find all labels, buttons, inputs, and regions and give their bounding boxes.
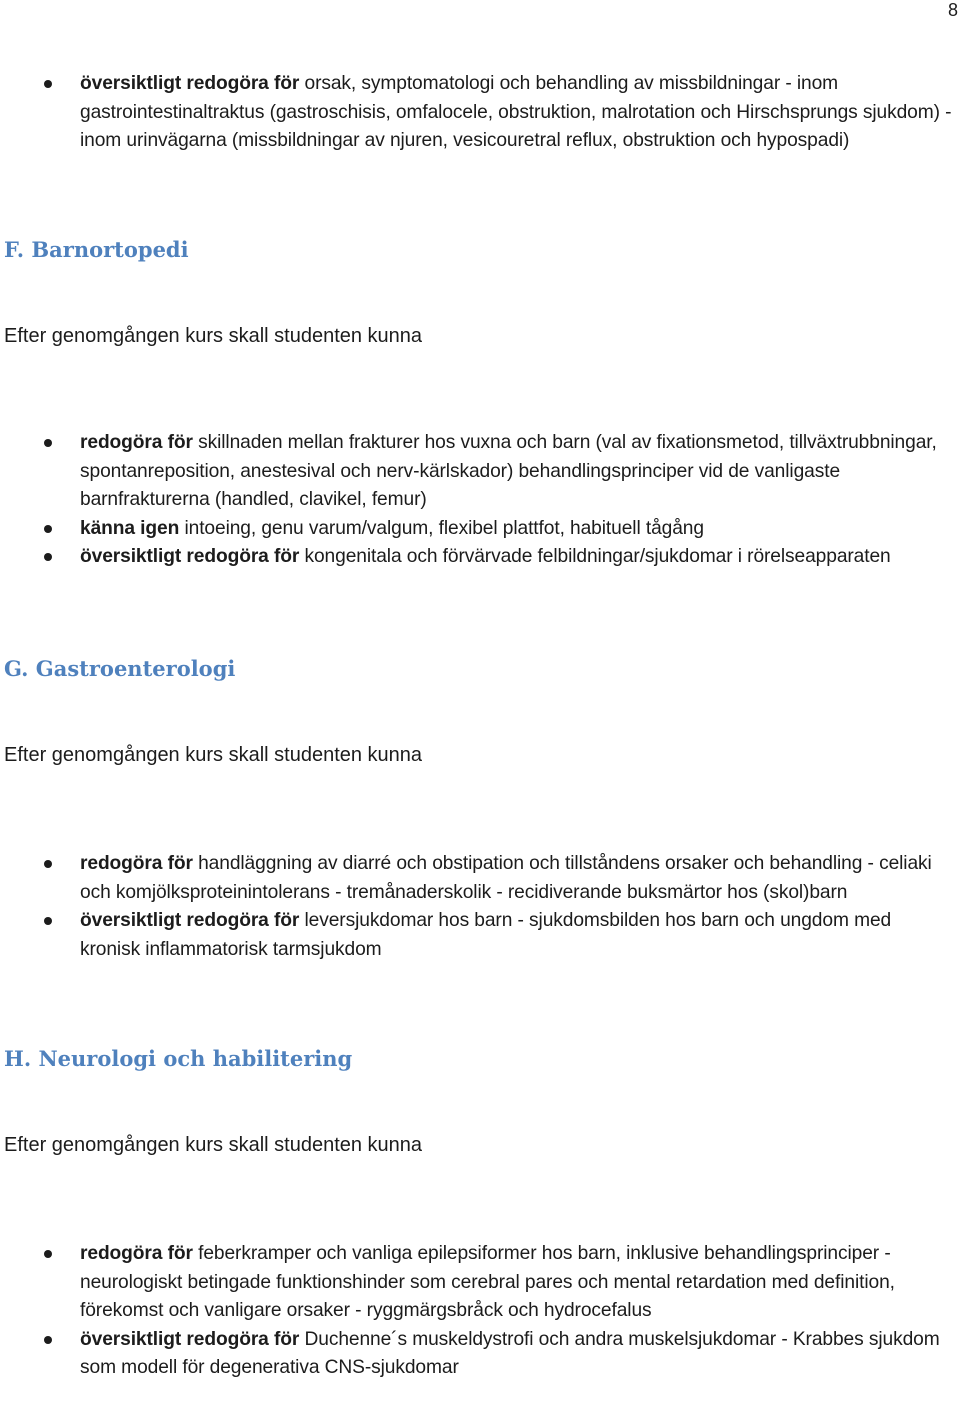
bullet-icon — [44, 439, 52, 447]
item-text: kongenitala och förvärvade felbildningar/sjukdomar i rörelseapparaten — [299, 546, 891, 568]
item-lead: känna igen — [80, 517, 180, 539]
section-title-gastroenterologi: G. Gastroenterologi — [4, 656, 236, 681]
item-text: skillnaden mellan frakturer hos vuxna och barn (val av fixationsmetod, tillväxtrubbningar, spontanreposition, anestesival och nerv-kärlskador) behandlingsprinciper vid de vanligaste barnfrakturerna (handled, clavikel, femur) — [80, 432, 937, 511]
item-lead: översiktligt redogöra för — [80, 910, 300, 932]
bullet-icon — [44, 525, 52, 533]
section-title-barnortopedi: F. Barnortopedi — [4, 237, 189, 262]
item-text: orsak, symptomatologi och behandling av missbildningar - inom gastrointestinaltraktus (gastroschisis, omfalocele, obstruktion, malrotation och Hirschsprungs sjukdom) - inom urinvägarna (missbildningar av njuren, vesicouretral reflux, obstruktion och hypospadi) — [80, 73, 952, 152]
item-lead: redogöra för — [80, 432, 193, 453]
bullet-icon — [44, 1250, 52, 1258]
item-lead: översiktligt redogöra för — [80, 73, 300, 94]
list-item — [0, 515, 960, 544]
bullet-icon — [44, 860, 52, 868]
list-item — [0, 1326, 960, 1383]
page-number: 8 — [947, 0, 958, 20]
item-lead: redogöra för — [80, 1243, 193, 1264]
item-lead: översiktligt redogöra för — [80, 1328, 300, 1350]
intro-bullet-list — [0, 70, 960, 156]
bullet-icon — [44, 1336, 52, 1344]
bullet-icon — [44, 80, 52, 88]
section-intro: Efter genomgången kurs skall studenten kunna — [4, 744, 423, 766]
list-item — [0, 429, 960, 515]
item-text: feberkramper och vanliga epilepsiformer hos barn, inklusive behandlingsprinciper - neurologiskt betingade funktionshinder som cerebral pares och mental retardation med definition, förekomst och vanligare orsaker - ryggmärgsbråck och hydrocefalus — [80, 1243, 895, 1322]
barnortopedi-bullet-list — [0, 429, 960, 572]
list-item — [0, 850, 960, 907]
gastroenterologi-bullet-list — [0, 850, 960, 964]
list-item — [0, 907, 960, 964]
list-item — [0, 1240, 960, 1326]
section-title-neurologi: H. Neurologi och habilitering — [4, 1046, 353, 1071]
section-intro: Efter genomgången kurs skall studenten kunna — [4, 325, 423, 347]
list-item — [0, 543, 960, 572]
bullet-icon — [44, 553, 52, 561]
list-item — [0, 70, 960, 156]
bullet-icon — [44, 917, 52, 925]
item-text: intoeing, genu varum/valgum, flexibel plattfot, habituell tågång — [179, 517, 704, 539]
section-intro: Efter genomgången kurs skall studenten kunna — [4, 1134, 423, 1156]
item-text: leversjukdomar hos barn - sjukdomsbilden hos barn och ungdom med kronisk inflammatorisk tarmsjukdom — [80, 910, 892, 960]
item-text: Duchenne´s muskeldystrofi och andra muskelsjukdomar - Krabbes sjukdom som modell för degenerativa CNS-sjukdomar — [80, 1328, 940, 1379]
item-text: handläggning av diarré och obstipation och tillståndens orsaker och behandling - celiaki och komjölksproteinintolerans - tremånaderskolik - recidiverande buksmärtor hos (skol)barn — [80, 853, 932, 903]
neurologi-bullet-list — [0, 1240, 960, 1383]
item-lead: redogöra för — [80, 853, 193, 874]
item-lead: översiktligt redogöra för — [80, 546, 300, 568]
